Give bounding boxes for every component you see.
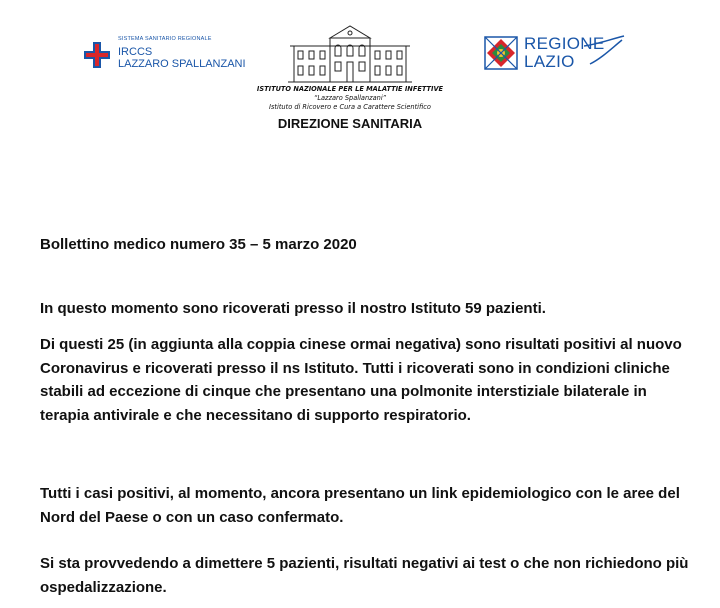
regione-lazio-emblem-icon bbox=[484, 36, 518, 70]
logo-irccs-text: IRCCS bbox=[118, 46, 153, 58]
medical-cross-icon bbox=[84, 42, 110, 68]
logo-lazio-text: LAZIO bbox=[524, 52, 575, 71]
institute-title: ISTITUTO NAZIONALE PER LE MALATTIE INFETTIVE bbox=[256, 85, 444, 93]
institute-type: Istituto di Ricovero e Cura a Carattere Scientifico bbox=[269, 103, 431, 111]
system-label: SISTEMA SANITARIO REGIONALE bbox=[118, 36, 212, 42]
logo-spallanzani-text: LAZZARO SPALLANZANI bbox=[118, 58, 246, 70]
institute-name: “Lazzaro Spallanzani” bbox=[313, 94, 387, 102]
logo-swoosh-icon bbox=[584, 34, 626, 70]
spallanzani-logo bbox=[84, 34, 254, 78]
institute-building-icon bbox=[288, 22, 412, 84]
bulletin-title: Bollettino medico numero 35 – 5 marzo 2020 bbox=[40, 236, 357, 253]
paragraph-patients-count: In questo momento sono ricoverati presso il nostro Istituto 59 pazienti. bbox=[40, 300, 546, 317]
logo-regione-text: REGIONE bbox=[524, 34, 605, 53]
department-heading: DIREZIONE SANITARIA bbox=[277, 116, 423, 131]
paragraph-positive-cases: Di questi 25 (in aggiunta alla coppia cinese ormai negativa) sono risultati positivi al nuovo Coronavirus e ricoverati presso il ns Istituto. Tutti i ricoverati sono in condizioni cliniche stabili ad eccezione di cinque che presentano una polmonite interstiziale bilaterale in terapia antivirale e che necessitano di supporto respiratorio. bbox=[40, 336, 682, 424]
paragraph-discharges: Si sta provvedendo a dimettere 5 pazienti, risultati negativi ai test o che non richiedono più ospedalizzazione. bbox=[40, 555, 689, 596]
paragraph-epidemiological-link: Tutti i casi positivi, al momento, ancora presentano un link epidemiologico con le aree del Nord del Paese o con un caso confermato. bbox=[40, 485, 680, 526]
regione-lazio-logo bbox=[484, 30, 634, 76]
